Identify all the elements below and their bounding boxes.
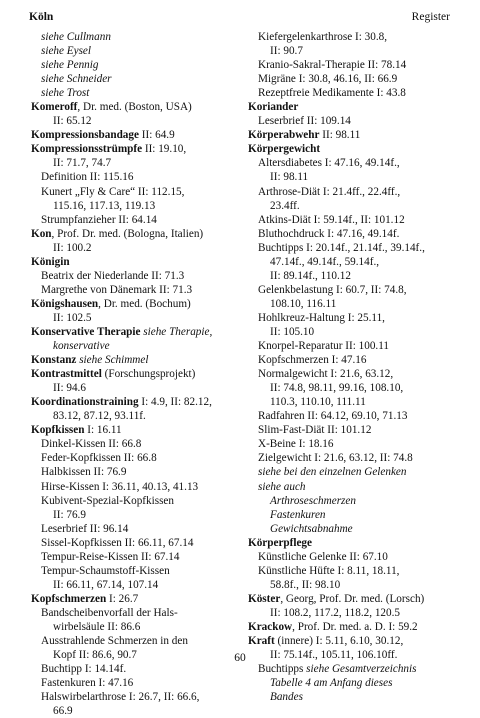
page-reference: I: 4.9, II: 82.12, <box>138 396 212 409</box>
cross-reference: Tabelle 4 am Anfang dieses <box>270 677 393 690</box>
index-subentry <box>248 325 458 339</box>
index-subentry <box>248 156 458 170</box>
index-term: Körperabwehr <box>248 129 320 142</box>
index-subentry <box>31 58 236 72</box>
index-entry <box>31 353 236 367</box>
page-reference: Leserbrief II: 109.14 <box>258 115 351 128</box>
index-entry <box>31 325 236 339</box>
index-entry <box>31 255 236 269</box>
index-subentry <box>248 72 458 86</box>
index-subentry <box>248 494 458 508</box>
index-subentry <box>31 409 236 423</box>
index-subentry <box>31 86 236 100</box>
index-subentry <box>31 494 236 508</box>
page-reference: 66.9 <box>53 705 73 718</box>
index-term: Köster <box>248 592 281 605</box>
page-reference: Arthrose-Diät I: 21.4ff., 22.4ff., <box>258 185 401 198</box>
page-reference: II: 100.2 <box>53 241 92 254</box>
index-entry <box>31 367 236 381</box>
cross-reference: siehe Schimmel <box>76 354 149 367</box>
page-reference: , Georg, Prof. Dr. med. (Lorsch) <box>280 592 425 605</box>
page-reference: , Dr. med. (Bochum) <box>98 297 191 310</box>
cross-reference: Arthroseschmerzen <box>270 494 356 507</box>
index-subentry <box>31 690 236 704</box>
index-subentry <box>248 58 458 72</box>
index-term: Kopfschmerzen <box>31 592 107 605</box>
page-reference: , Prof. Dr. med. (Bologna, Italien) <box>51 227 204 240</box>
index-subentry <box>248 395 458 409</box>
index-subentry <box>248 241 458 255</box>
page-reference: 58.8f., II: 98.10 <box>270 578 341 591</box>
cross-reference: siehe Eysel <box>41 45 92 58</box>
page-reference: 83.12, 87.12, 93.11f. <box>53 410 146 423</box>
index-subentry <box>31 156 236 170</box>
cross-reference: siehe Therapie, <box>140 325 213 338</box>
index-term: Kopfkissen <box>31 424 85 437</box>
cross-reference: siehe Cullmann <box>41 31 111 43</box>
page-reference: Strumpfanziehe​r II: 64.14 <box>41 213 157 226</box>
page-reference: 115.16, 117.13, 119.13 <box>53 199 156 212</box>
page-reference: Kunert „Fly & Care“ II: 112.15, <box>41 185 185 198</box>
index-subentry <box>248 690 458 704</box>
page-reference: II: 90.7 <box>270 45 303 58</box>
index-subentry <box>31 704 236 718</box>
page-reference: II: 108.2, 117.2, 118.2, 120.5 <box>270 606 400 619</box>
page-reference: Altersdiabetes I: 47.16, 49.14f., <box>258 157 400 170</box>
index-subentry <box>248 199 458 213</box>
page-reference: Gelenkbelastung I: 60.7, II: 74.8, <box>258 283 407 296</box>
index-subentry <box>31 114 236 128</box>
index-subentry <box>31 676 236 690</box>
page-reference: Beatrix der Niederlande II: 71.3 <box>41 269 185 282</box>
page-reference: X-Beine I: 18.16 <box>258 438 334 451</box>
index-subentry <box>31 213 236 227</box>
cross-reference: siehe Trost <box>41 87 90 100</box>
page-reference: Slim-Fast-Diät II: 101.12 <box>258 424 372 437</box>
page-reference: Knorpel-Reparatur II: 100.11 <box>258 340 389 353</box>
index-entry <box>31 227 236 241</box>
index-term: Komeroff <box>31 101 78 114</box>
page-reference: Normalgewicht I: 21.6, 63.12, <box>258 368 394 381</box>
index-entry <box>31 423 236 437</box>
cross-reference: Fastenkuren <box>270 508 326 521</box>
index-subentry <box>248 44 458 58</box>
index-subentry <box>248 508 458 522</box>
index-term: Körperpflege <box>248 536 312 549</box>
page-reference: Bluthochdruck I: 47.16, 49.14f. <box>258 227 400 240</box>
index-subentry <box>31 199 236 213</box>
index-subentry <box>248 451 458 465</box>
index-subentry <box>31 339 236 353</box>
index-subentry <box>248 564 458 578</box>
page-reference: II: 75.14f., 105.11, 106.10ff. <box>270 649 398 662</box>
page-reference: II: 102.5 <box>53 311 92 324</box>
page-reference: Ausstrahlende Schmerzen in den <box>41 635 188 648</box>
running-head-left: Köln <box>29 11 54 23</box>
index-subentry <box>31 185 236 199</box>
index-subentry <box>31 269 236 283</box>
page-reference: II: 64.9 <box>138 129 175 142</box>
page-reference: Hohlkreuz-Haltung I: 25.11, <box>258 311 385 324</box>
page-reference: Bandscheibenvorfall der Hals- <box>41 606 178 619</box>
index-subentry <box>248 213 458 227</box>
index-entry <box>248 536 458 550</box>
index-subentry <box>31 564 236 578</box>
index-subentry <box>248 114 458 128</box>
index-subentry <box>31 437 236 451</box>
index-subentry <box>248 522 458 536</box>
index-subentry <box>31 606 236 620</box>
page-reference: Zielgewicht I: 21.6, 63.12, II: 74.8 <box>258 452 413 465</box>
index-subentry <box>31 381 236 395</box>
page-reference: II: 98.11 <box>270 171 309 184</box>
page-reference: Buchtipps <box>258 663 304 676</box>
page-reference: Kiefergelenkarthrose I: 30.8, <box>258 31 388 43</box>
page-reference: II: 65.12 <box>53 115 92 128</box>
index-subentry <box>31 311 236 325</box>
index-subentry <box>31 30 236 44</box>
index-subentry <box>31 170 236 184</box>
index-term: Kompressionsbandage <box>31 129 139 142</box>
index-term: Krackow <box>248 620 293 633</box>
index-subentry <box>31 550 236 564</box>
index-entry <box>31 395 236 409</box>
page-reference: II: 71.7, 74.7 <box>53 157 112 170</box>
cross-reference: siehe auch <box>258 480 306 493</box>
page-reference: I: 26.7 <box>106 592 139 605</box>
page-reference: Halbkissen II: 76.9 <box>41 466 127 479</box>
page-reference: , Dr. med. (Boston, USA) <box>77 101 192 114</box>
index-term: Konstanz <box>31 354 77 367</box>
index-subentry <box>31 620 236 634</box>
index-entry <box>31 142 236 156</box>
index-subentry <box>248 255 458 269</box>
cross-reference: Gewichtsabnahme <box>270 522 353 535</box>
index-entry <box>31 128 236 142</box>
index-subentry <box>31 283 236 297</box>
index-term: Koriander <box>248 101 299 114</box>
page-reference: II: 76.9 <box>53 508 86 521</box>
page-reference: Tempur-Reise-Kissen II: 67.14 <box>41 550 180 563</box>
page-reference: (innere) I: 5.11, 6.10, 30.12, <box>274 635 404 648</box>
index-term: Kontrastmittel <box>31 368 102 381</box>
page-reference: Kopfschmerzen I: 47.16 <box>258 354 367 367</box>
index-subentry <box>248 409 458 423</box>
page-reference: Buchtipps I: 20.14f., 21.14f., 39.14f., <box>258 241 425 254</box>
index-term: Kon <box>31 227 52 240</box>
page-reference: Tempur-Schaumstoff-Kissen <box>41 564 170 577</box>
index-column-left <box>31 30 236 718</box>
index-term: Konservative Therapie <box>31 325 141 338</box>
page-reference: Sissel-Kopfkissen II: 66.11, 67.14 <box>41 536 194 549</box>
index-subentry <box>31 578 236 592</box>
cross-reference: Bandes <box>270 691 303 704</box>
page-reference: II: 74.8, 98.11, 99.16, 108.10, <box>270 382 404 395</box>
index-subentry <box>248 437 458 451</box>
index-subentry <box>248 480 458 494</box>
index-term: Körpergewicht <box>248 143 321 156</box>
page-reference: II: 98.11 <box>319 129 361 142</box>
index-subentry <box>248 423 458 437</box>
page-reference: Kranio-Sakral-Therapie II: 78.14 <box>258 59 407 72</box>
page-reference: II: 94.6 <box>53 382 86 395</box>
page-reference: II: 66.11, 67.14, 107.14 <box>53 578 159 591</box>
cross-reference: siehe Schneider <box>41 73 112 86</box>
index-subentry <box>248 353 458 367</box>
cross-reference: siehe bei den einzelnen Gelenken <box>258 466 407 479</box>
index-entry <box>31 100 236 114</box>
page-reference: Definition II: 115.16 <box>41 171 134 184</box>
page-reference: II: 105.10 <box>270 325 315 338</box>
running-head-right: Register <box>411 11 450 23</box>
page-reference: , Prof. Dr. med. a. D. I: 59.2 <box>292 620 418 633</box>
index-subentry <box>248 297 458 311</box>
page-reference: Feder-Kopfkissen II: 66.8 <box>41 452 157 465</box>
index-subentry <box>248 170 458 184</box>
page-reference: 108.10, 116.11 <box>270 297 337 310</box>
page-reference: Atkins-Diät I: 59.14f., II: 101.12 <box>258 213 405 226</box>
index-subentry <box>248 339 458 353</box>
index-entry <box>248 634 458 648</box>
index-subentry <box>31 451 236 465</box>
index-subentry <box>31 662 236 676</box>
index-subentry <box>248 367 458 381</box>
page-reference: Leserbrief II: 96.14 <box>41 522 129 535</box>
index-subentry <box>248 86 458 100</box>
index-subentry <box>248 606 458 620</box>
index-subentry <box>31 44 236 58</box>
index-subentry <box>248 381 458 395</box>
index-entry <box>31 592 236 606</box>
index-subentry <box>31 241 236 255</box>
index-subentry <box>248 227 458 241</box>
index-subentry <box>248 30 458 44</box>
index-term: Kompressionsstrümpfe <box>31 143 143 156</box>
cross-reference: siehe Gesamtverzeichnis <box>303 663 417 676</box>
page-reference: wirbelsäule II: 86.6 <box>53 620 141 633</box>
page-reference: Buchtipp I: 14.14f. <box>41 663 127 676</box>
index-term: Königin <box>31 255 70 268</box>
cross-reference: konservative <box>53 340 110 353</box>
index-subentry <box>31 634 236 648</box>
page-reference: Kopf II: 86.6, 90.7 <box>53 649 137 662</box>
index-subentry <box>31 536 236 550</box>
index-subentry <box>248 311 458 325</box>
page-reference: Künstliche Hüfte I: 8.11, 18.11, <box>258 564 400 577</box>
index-term: Königshausen <box>31 297 99 310</box>
index-subentry <box>248 269 458 283</box>
page-reference: I: 16.11 <box>84 424 122 437</box>
index-column-right <box>248 30 458 704</box>
index-entry <box>248 142 458 156</box>
index-subentry <box>248 578 458 592</box>
index-subentry <box>31 522 236 536</box>
page-reference: II: 19.10, <box>142 143 187 156</box>
page-reference: Fastenkuren I: 47.16 <box>41 677 134 690</box>
index-subentry <box>31 480 236 494</box>
index-entry <box>248 592 458 606</box>
page-reference: Halswirbelarthrose I: 26.7, II: 66.6, <box>41 691 200 704</box>
page-reference: Dinkel-Kissen II: 66.8 <box>41 438 142 451</box>
page-reference: 23.4ff. <box>270 199 300 212</box>
page-reference: Migräne I: 30.8, 46.16, II: 66.9 <box>258 73 398 86</box>
cross-reference: siehe Pennig <box>41 59 99 72</box>
index-entry <box>248 100 458 114</box>
page-reference: (Forschungsprojekt) <box>101 368 196 381</box>
page-reference: 47.14f., 49.14f., 59.14f., <box>270 255 380 268</box>
index-subentry <box>248 676 458 690</box>
page-reference: 110.3, 110.10, 111.11 <box>270 396 366 409</box>
page-number: 60 <box>234 652 246 664</box>
page-reference: Kubivent-Spezial-Kopfkissen <box>41 494 174 507</box>
index-subentry <box>248 283 458 297</box>
page-reference: Hirse-Kissen I: 36.11, 40.13, 41.13 <box>41 480 199 493</box>
index-term: Koordinationstraining <box>31 396 139 409</box>
index-subentry <box>31 72 236 86</box>
index-subentry <box>248 185 458 199</box>
page-reference: Margrethe von Dänemark II: 71.3 <box>41 283 193 296</box>
index-subentry <box>31 508 236 522</box>
page-reference: Rezeptfreie Medikamente I: 43.8 <box>258 87 406 100</box>
index-subentry <box>248 662 458 676</box>
page-reference: Künstliche Gelenke II: 67.10 <box>258 550 388 563</box>
index-subentry <box>248 550 458 564</box>
index-entry <box>248 620 458 634</box>
index-subentry <box>31 465 236 479</box>
page-reference: Radfahren II: 64.12, 69.10, 71.13 <box>258 410 408 423</box>
index-entry <box>248 128 458 142</box>
index-subentry <box>248 465 458 479</box>
index-entry <box>31 297 236 311</box>
index-term: Kraft <box>248 635 275 648</box>
page-reference: II: 89.14f., 110.12 <box>270 269 351 282</box>
